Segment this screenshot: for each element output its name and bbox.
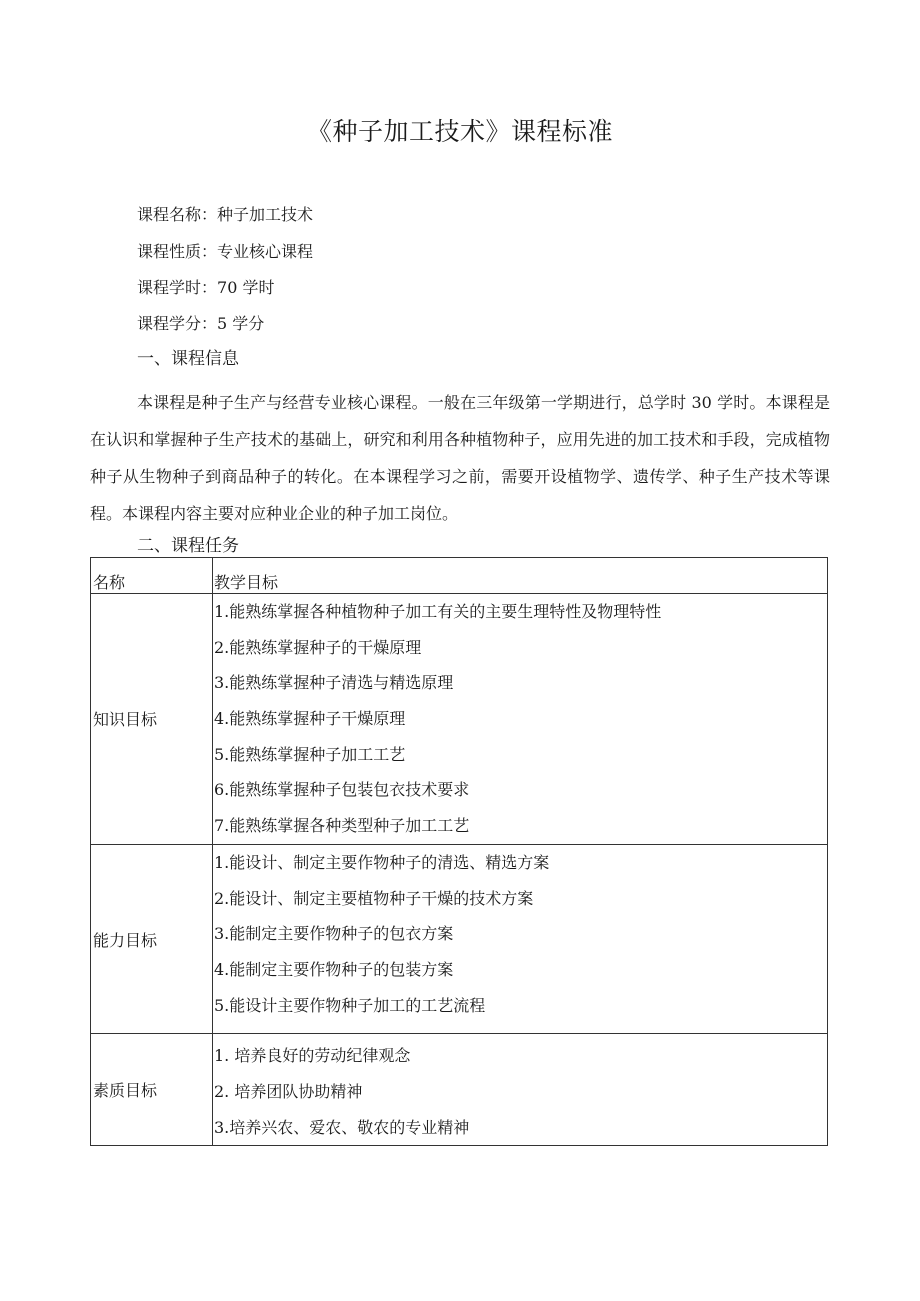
course-name-label: 课程名称：: [137, 205, 218, 224]
goal-item: 3.能熟练掌握种子清选与精选原理: [214, 673, 454, 693]
row-goals-quality: [213, 1034, 828, 1146]
table-row: [91, 594, 828, 845]
row-name-ability: 能力目标: [91, 844, 213, 1033]
goal-item: 3.培养兴农、爱农、敬农的专业精神: [214, 1117, 470, 1137]
goal-item: 5.能熟练掌握种子加工工艺: [214, 744, 406, 764]
course-hours-value: 70 学时: [217, 278, 275, 297]
course-name-line: [137, 205, 313, 225]
goal-item: 3.能制定主要作物种子的包衣方案: [214, 924, 454, 944]
course-hours-line: [137, 278, 274, 298]
goal-item: 6.能熟练掌握种子包装包衣技术要求: [214, 780, 470, 800]
course-hours-label: 课程学时：: [137, 278, 218, 297]
goal-item: 1.能设计、制定主要作物种子的清选、精选方案: [214, 852, 550, 872]
row-name-quality: 素质目标: [91, 1034, 213, 1146]
table-row: [91, 1034, 828, 1146]
table-header-row: [91, 558, 828, 594]
document-title: 《种子加工技术》课程标准: [306, 117, 613, 146]
row-goals-ability: [213, 844, 828, 1033]
course-nature-value: 专业核心课程: [217, 242, 314, 261]
course-tasks-table: [90, 557, 828, 1146]
goal-item: 4.能制定主要作物种子的包装方案: [214, 959, 454, 979]
course-credits-line: [137, 314, 264, 334]
header-name-cell: 名称: [91, 558, 213, 594]
course-credits-value: 5 学分: [217, 314, 265, 333]
table-row: [91, 844, 828, 1033]
course-name-value: 种子加工技术: [217, 205, 314, 224]
goal-item: 2.能熟练掌握种子的干燥原理: [214, 637, 422, 657]
goal-item: 7.能熟练掌握各种类型种子加工工艺: [214, 816, 470, 836]
goal-item: 1. 培养良好的劳动纪律观念: [214, 1046, 411, 1066]
course-nature-label: 课程性质：: [137, 242, 218, 261]
section-heading-course-tasks: 二、课程任务: [137, 536, 239, 556]
goal-item: 4.能熟练掌握种子干燥原理: [214, 709, 406, 729]
goal-item: 1.能熟练掌握各种植物种子加工有关的主要生理特性及物理特性: [214, 602, 662, 621]
goal-item: 2.能设计、制定主要植物种子干燥的技术方案: [214, 888, 534, 908]
row-goals-knowledge: [213, 594, 828, 845]
goal-item: 2. 培养团队协助精神: [214, 1081, 363, 1101]
course-info-paragraph: 本课程是种子生产与经营专业核心课程。一般在三年级第一学期进行，总学时 30 学时。本课程是在认识和掌握种子生产技术的基础上，研究和利用各种植物种子，应用先进的加工技术和手段，完成植物种子从生物种子到商品种子的转化。在本课程学习之前，需要开设植物学、遗传学、种子生产技术等课程。本课程内容主要对应种业企业的种子加工岗位。: [90, 393, 830, 523]
header-goal-cell: 教学目标: [213, 558, 828, 594]
course-credits-label: 课程学分：: [137, 314, 218, 333]
section-heading-course-info: 一、课程信息: [137, 349, 239, 369]
goal-item: 5.能设计主要作物种子加工的工艺流程: [214, 995, 486, 1015]
row-name-knowledge: 知识目标: [91, 594, 213, 845]
course-nature-line: [137, 242, 313, 262]
